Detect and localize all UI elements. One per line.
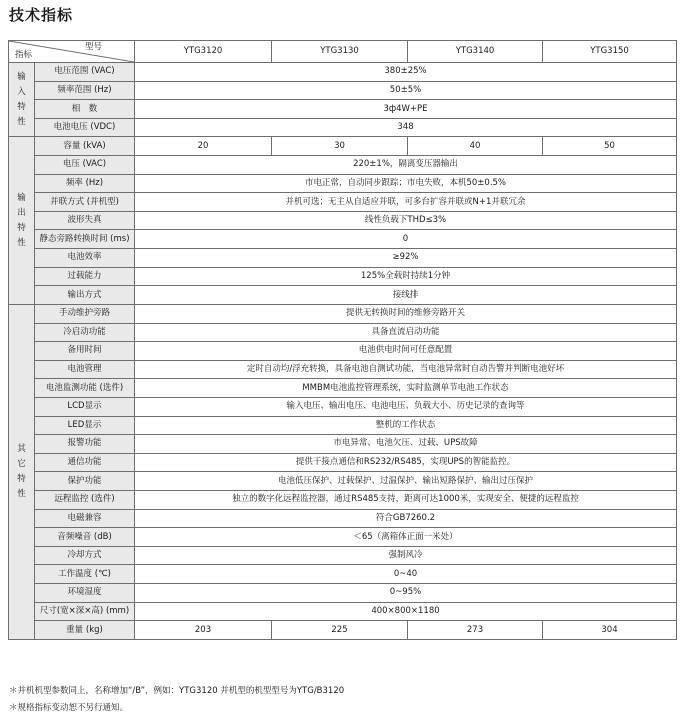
- group-other: 其 它 特 性: [9, 304, 35, 639]
- row-value: 独立的数字化远程监控器，通过RS485支持，距离可达1000米，实现安全、便捷的远程监控: [135, 491, 677, 510]
- row-label: 并联方式 (并机型): [35, 193, 135, 212]
- table-row: [9, 416, 677, 435]
- row-value: 提供干接点通信和RS232/RS485，实现UPS的智能监控。: [135, 453, 677, 472]
- row-value: 接线排: [135, 286, 677, 305]
- row-value: 400×800×1180: [135, 602, 677, 621]
- table-row: [9, 509, 677, 528]
- capacity-value: 30: [272, 137, 408, 156]
- row-label: 静态旁路转换时间 (ms): [35, 230, 135, 249]
- row-label: 工作温度 (℃): [35, 565, 135, 584]
- row-value: 市电异常、电池欠压、过载、UPS故障: [135, 435, 677, 454]
- row-label: 频率范围 (Hz): [35, 81, 135, 100]
- footnotes: [9, 683, 344, 717]
- row-value: MMBM电池监控管理系统，实时监测单节电池工作状态: [135, 379, 677, 398]
- row-label: 电池监测功能 (选件): [35, 379, 135, 398]
- page-title: 技术指标: [9, 6, 74, 24]
- row-value: 电池低压保护、过载保护、过温保护、输出短路保护、输出过压保护: [135, 472, 677, 491]
- row-value: 0: [135, 230, 677, 249]
- header-row: [9, 41, 677, 63]
- table-row: [9, 472, 677, 491]
- table-row: [9, 156, 677, 175]
- spec-table: [8, 40, 677, 640]
- row-value: 线性负载下THD≤3%: [135, 211, 677, 230]
- table-row: [9, 230, 677, 249]
- model-header: YTG3150: [543, 41, 677, 63]
- row-label: 报警功能: [35, 435, 135, 454]
- table-row: [9, 602, 677, 621]
- table-row: [9, 342, 677, 361]
- table-row: [9, 286, 677, 305]
- capacity-value: 40: [408, 137, 543, 156]
- row-label: 电压 (VAC): [35, 156, 135, 175]
- group-input: 输 入 特 性: [9, 63, 35, 137]
- table-row: [9, 267, 677, 286]
- row-label: 相 数: [35, 100, 135, 119]
- weight-value: 203: [135, 621, 272, 640]
- row-label: 容量 (kVA): [35, 137, 135, 156]
- row-value: 348: [135, 118, 677, 137]
- table-row: [9, 565, 677, 584]
- table-row: [9, 453, 677, 472]
- row-label: 冷启动功能: [35, 323, 135, 342]
- row-value: 电池供电时间可任意配置: [135, 342, 677, 361]
- table-row: [9, 174, 677, 193]
- weight-value: 304: [543, 621, 677, 640]
- model-header: YTG3130: [272, 41, 408, 63]
- table-row: [9, 100, 677, 119]
- row-value: 符合GB7260.2: [135, 509, 677, 528]
- row-label: 电池效率: [35, 249, 135, 268]
- row-label: 频率 (Hz): [35, 174, 135, 193]
- table-row: [9, 193, 677, 212]
- table-row: [9, 323, 677, 342]
- row-label: 电压范围 (VAC): [35, 63, 135, 82]
- footnote: ＊规格指标变动恕不另行通知。: [9, 703, 129, 713]
- table-row: [9, 435, 677, 454]
- table-row: [9, 546, 677, 565]
- row-label: 环境湿度: [35, 584, 135, 603]
- row-label: 电池管理: [35, 360, 135, 379]
- row-value: 定时自动均/浮充转换，具备电池自测试功能，当电池异常时自动告警并判断电池好坏: [135, 360, 677, 379]
- row-value: 380±25%: [135, 63, 677, 82]
- row-value: 0~40: [135, 565, 677, 584]
- row-label: 备用时间: [35, 342, 135, 361]
- row-value: ≥92%: [135, 249, 677, 268]
- capacity-value: 50: [543, 137, 677, 156]
- row-value: 市电正常，自动同步跟踪；市电失败，本机50±0.5%: [135, 174, 677, 193]
- table-row: [9, 63, 677, 82]
- row-value: 125%全载时持续1分钟: [135, 267, 677, 286]
- model-header: YTG3120: [135, 41, 272, 63]
- row-value: 220±1%，隔离变压器输出: [135, 156, 677, 175]
- row-value: 整机的工作状态: [135, 416, 677, 435]
- row-label: 音频噪音 (dB): [35, 528, 135, 547]
- row-label: 保护功能: [35, 472, 135, 491]
- table-row: [9, 304, 677, 323]
- footnote: ＊并机机型参数同上，名称增加“/B”，例如：YTG3120 并机型的机型型号为YTG/B3120: [9, 686, 345, 696]
- row-value: 提供无转换时间的维修旁路开关: [135, 304, 677, 323]
- row-label: 手动维护旁路: [35, 304, 135, 323]
- table-row: [9, 211, 677, 230]
- row-label: 波形失真: [35, 211, 135, 230]
- weight-value: 273: [408, 621, 543, 640]
- row-label: 尺寸(宽×深×高) (mm): [35, 602, 135, 621]
- corner-spec-label: 指标: [15, 50, 33, 60]
- row-value: 具备直流启动功能: [135, 323, 677, 342]
- row-value: 0~95%: [135, 584, 677, 603]
- table-row: [9, 360, 677, 379]
- row-label: 电池电压 (VDC): [35, 118, 135, 137]
- row-label: 冷却方式: [35, 546, 135, 565]
- row-label: LCD显示: [35, 397, 135, 416]
- row-label: 远程监控 (选件): [35, 491, 135, 510]
- corner-cell: [9, 41, 135, 63]
- row-label: 通信功能: [35, 453, 135, 472]
- table-row: [9, 397, 677, 416]
- row-value: 3ф4W+PE: [135, 100, 677, 119]
- table-row: [9, 491, 677, 510]
- capacity-value: 20: [135, 137, 272, 156]
- corner-model-label: 型号: [84, 42, 102, 52]
- row-value: 强制风冷: [135, 546, 677, 565]
- row-label: 重量 (kg): [35, 621, 135, 640]
- table-row: [9, 249, 677, 268]
- table-row: [9, 584, 677, 603]
- table-row: [9, 379, 677, 398]
- table-row: [9, 528, 677, 547]
- row-label: LED显示: [35, 416, 135, 435]
- row-value: 输入电压、输出电压、电池电压、负载大小、历史记录的查询等: [135, 397, 677, 416]
- row-label: 输出方式: [35, 286, 135, 305]
- row-value: 50±5%: [135, 81, 677, 100]
- group-output: 输 出 特 性: [9, 137, 35, 304]
- table-row: [9, 118, 677, 137]
- table-row: [9, 621, 677, 640]
- row-value: ＜65（离箱体正面一米处）: [135, 528, 677, 547]
- row-label: 过载能力: [35, 267, 135, 286]
- model-header: YTG3140: [408, 41, 543, 63]
- row-label: 电磁兼容: [35, 509, 135, 528]
- row-value: 并机可选；无主从自适应并联，可多台扩容并联或N+1并联冗余: [135, 193, 677, 212]
- table-row: [9, 137, 677, 156]
- weight-value: 225: [272, 621, 408, 640]
- table-row: [9, 81, 677, 100]
